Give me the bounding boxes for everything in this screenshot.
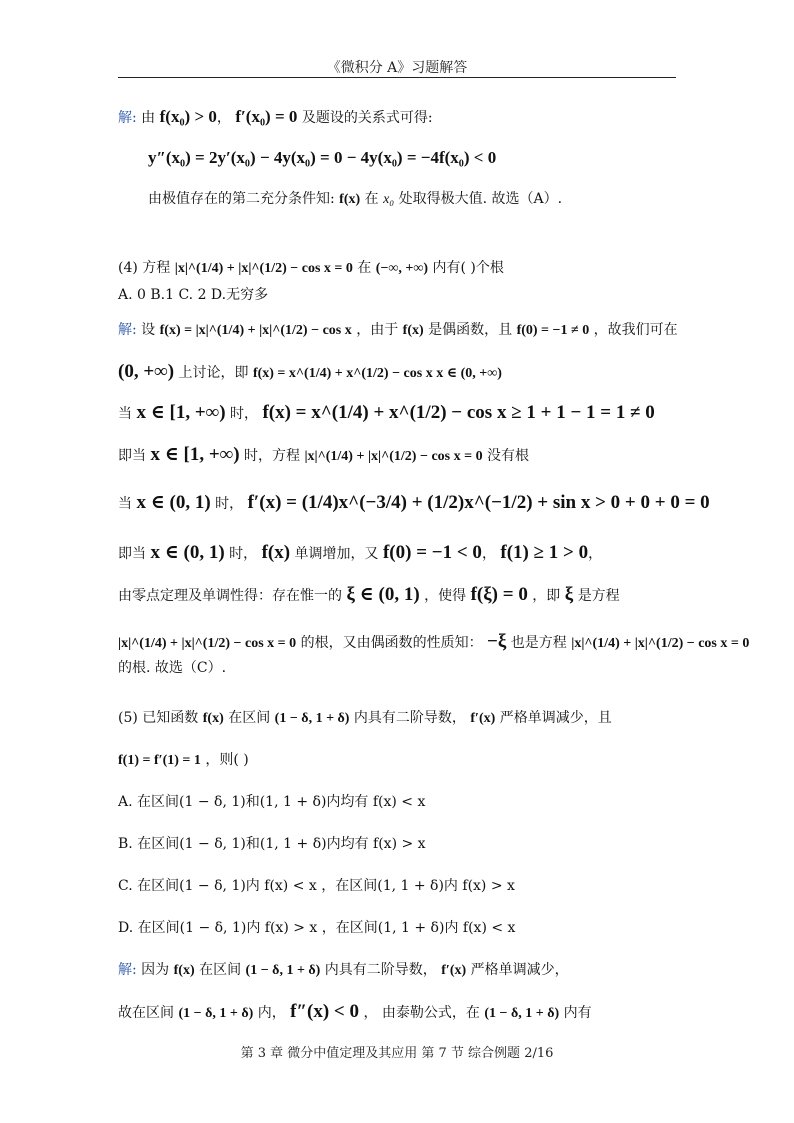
math-def: f(x) = x^(1/4) + x^(1/2) − cos x x ∈ (0, +∞) [252,366,502,381]
problem5-option-d [118,918,515,938]
solution4-line3 [118,403,655,424]
solution4-line1 [118,320,678,341]
text: 已知函数 [142,710,199,726]
problem5-option-b [118,834,426,854]
math-xi-interval: ξ ∈ (0, 1) [346,584,420,605]
math-fx: f(x) [202,711,224,726]
math-condition: f′(x₀) = 0 [235,107,298,126]
text: 时，方程 [244,448,300,464]
option-text: B. 在区间(1 − δ, 1)和(1, 1 + δ)内均有 f(x) > x [118,836,426,852]
text: 内， [257,1005,286,1021]
math-neg-xi: −ξ [487,631,507,652]
solution4-line2 [118,362,502,384]
text: 设 [141,322,156,338]
solution-label: 解: [118,322,137,338]
math-def: f(x) = |x|^(1/4) + |x|^(1/2) − cos x [159,323,352,338]
text: 由极值存在的第二充分条件知: [148,191,335,207]
math-fxi: f(ξ) = 0 [470,584,528,605]
text: 内有 [563,1005,592,1021]
math-condition: x ∈ (0, 1) [136,492,211,513]
text: 没有根 [487,448,530,464]
math-condition: f(x₀) > 0 [159,107,217,126]
solution4-line6 [118,543,602,564]
text: ，故我们可在 [593,322,678,338]
text: 及题设的关系式可得: [301,110,433,126]
math-fx: f(x) [402,323,424,338]
problem5-option-a [118,792,425,812]
problem-number: (4) [118,260,138,276]
math-equation: |x|^(1/4) + |x|^(1/2) − cos x = 0 [571,636,750,651]
math-condition: f(1) = f′(1) = 1 [118,753,201,768]
text: 由 [141,110,156,126]
text: 因为 [141,962,170,978]
text: 在 [364,191,379,207]
math-condition: x ∈ [1, +∞) [150,444,240,465]
text: 严格单调减少，且 [499,710,612,726]
text: 内具有二阶导数， [353,710,466,726]
solution4-line7 [118,585,620,606]
text: 方程 [142,260,171,276]
text: 由零点定理及单调性得：存在惟一的 [118,588,342,604]
text: 内具有二阶导数， [324,962,437,978]
solution3-equation [148,148,496,169]
solution-label: 解: [118,110,137,126]
solution3-line1 [118,107,433,128]
options-text: A. 0 B.1 C. 2 D.无穷多 [118,287,269,303]
text: ，即 [532,588,561,604]
option-text: C. 在区间(1 − δ, 1)内 f(x) < x ，在区间(1, 1 + δ)内 f(x) > x [118,878,515,894]
math-f1: f(1) ≥ 1 > 0 [500,542,589,563]
text: 上讨论，即 [178,365,249,381]
option-text: D. 在区间(1 − δ, 1)内 f(x) > x ，在区间(1, 1 + δ)内 f(x) < x [118,920,516,936]
text: 的根. 故选（C）. [118,660,227,676]
solution4-line5 [118,493,710,514]
math-fx: f(x) [261,542,291,563]
text: 当 [118,406,132,422]
math-equation: |x|^(1/4) + |x|^(1/2) − cos x = 0 [174,261,353,276]
math-inequality: f(x) = x^(1/4) + x^(1/2) − cos x ≥ 1 + 1 − 1 = 1 ≠ 0 [262,402,655,423]
problem5-cond [118,750,249,771]
text: 的根，又由偶函数的性质知： [300,635,483,651]
math-interval: (1 − δ, 1 + δ) [484,1006,560,1021]
solution3-conclusion [148,189,562,210]
text: 在区间 [228,710,271,726]
solution4-line8 [118,632,749,654]
solution5-line2 [118,1002,592,1024]
problem4-options [118,285,268,305]
math-fpx: f′(x) [470,711,496,726]
text: 内有( )个根 [432,260,504,276]
solution4-line9 [118,658,226,678]
problem4-stem [118,258,504,279]
solution4-line4 [118,445,529,467]
text: ，由于 [356,322,399,338]
text: 时， [230,406,258,422]
text: ， [481,546,496,562]
text: 当 [118,496,132,512]
math-condition: x ∈ [1, +∞) [136,402,226,423]
math-interval: (0, +∞) [118,361,175,382]
math-fx: f(x) [339,192,361,207]
solution5-line1 [118,960,569,981]
math-fpx: f′(x) [441,963,467,978]
text: ，使得 [424,588,467,604]
math-f0: f(0) = −1 ≠ 0 [516,323,590,338]
math-second-derivative: f″(x) < 0 [290,1001,359,1022]
text: 是方程 [577,588,620,604]
math-equation: |x|^(1/4) + |x|^(1/2) − cos x = 0 [118,636,297,651]
math-interval: (1 − δ, 1 + δ) [274,711,350,726]
text: 在区间 [199,962,242,978]
text: ， [216,110,231,126]
math-equation: y″(x₀) = 2y′(x₀) − 4y(x₀) = 0 − 4y(x₀) = −4f(x₀) < 0 [148,148,497,167]
math-interval: (−∞, +∞) [375,261,429,276]
text: 时， [229,546,258,562]
math-x0: x₀ [383,192,395,207]
page-header-title: 《微积分 A》习题解答 [326,60,468,76]
text: 即当 [118,546,146,562]
text: 也是方程 [510,635,567,651]
math-equation: |x|^(1/4) + |x|^(1/2) − cos x = 0 [304,449,483,464]
problem-number: (5) [118,710,138,726]
text: 处取得极大值. 故选（A）. [398,191,563,207]
problem5-stem [118,708,612,729]
text: 严格单调减少， [470,962,569,978]
text: 即当 [118,448,146,464]
text: ，则( ) [205,752,249,768]
text: 故在区间 [118,1005,174,1021]
text: ， [588,546,603,562]
text: 在 [357,260,372,276]
solution-label: 解: [118,962,137,978]
page-footer: 第 3 章 微分中值定理及其应用 第 7 节 综合例题 2/16 [240,1046,554,1061]
math-fx: f(x) [173,963,195,978]
math-condition: x ∈ (0, 1) [150,542,225,563]
math-f0: f(0) = −1 < 0 [382,542,482,563]
problem5-option-c [118,876,515,896]
header-rule [118,77,676,78]
math-derivative: f′(x) = (1/4)x^(−3/4) + (1/2)x^(−1/2) + sin x > 0 + 0 + 0 = 0 [247,492,710,513]
math-xi: ξ [564,584,574,605]
text: 时， [215,496,244,512]
math-interval: (1 − δ, 1 + δ) [178,1006,254,1021]
text: 单调增加，又 [294,546,379,562]
math-interval: (1 − δ, 1 + δ) [245,963,321,978]
text: 是偶函数，且 [428,322,513,338]
text: ， 由泰勒公式，在 [363,1005,480,1021]
option-text: A. 在区间(1 − δ, 1)和(1, 1 + δ)内均有 f(x) < x [118,794,426,810]
